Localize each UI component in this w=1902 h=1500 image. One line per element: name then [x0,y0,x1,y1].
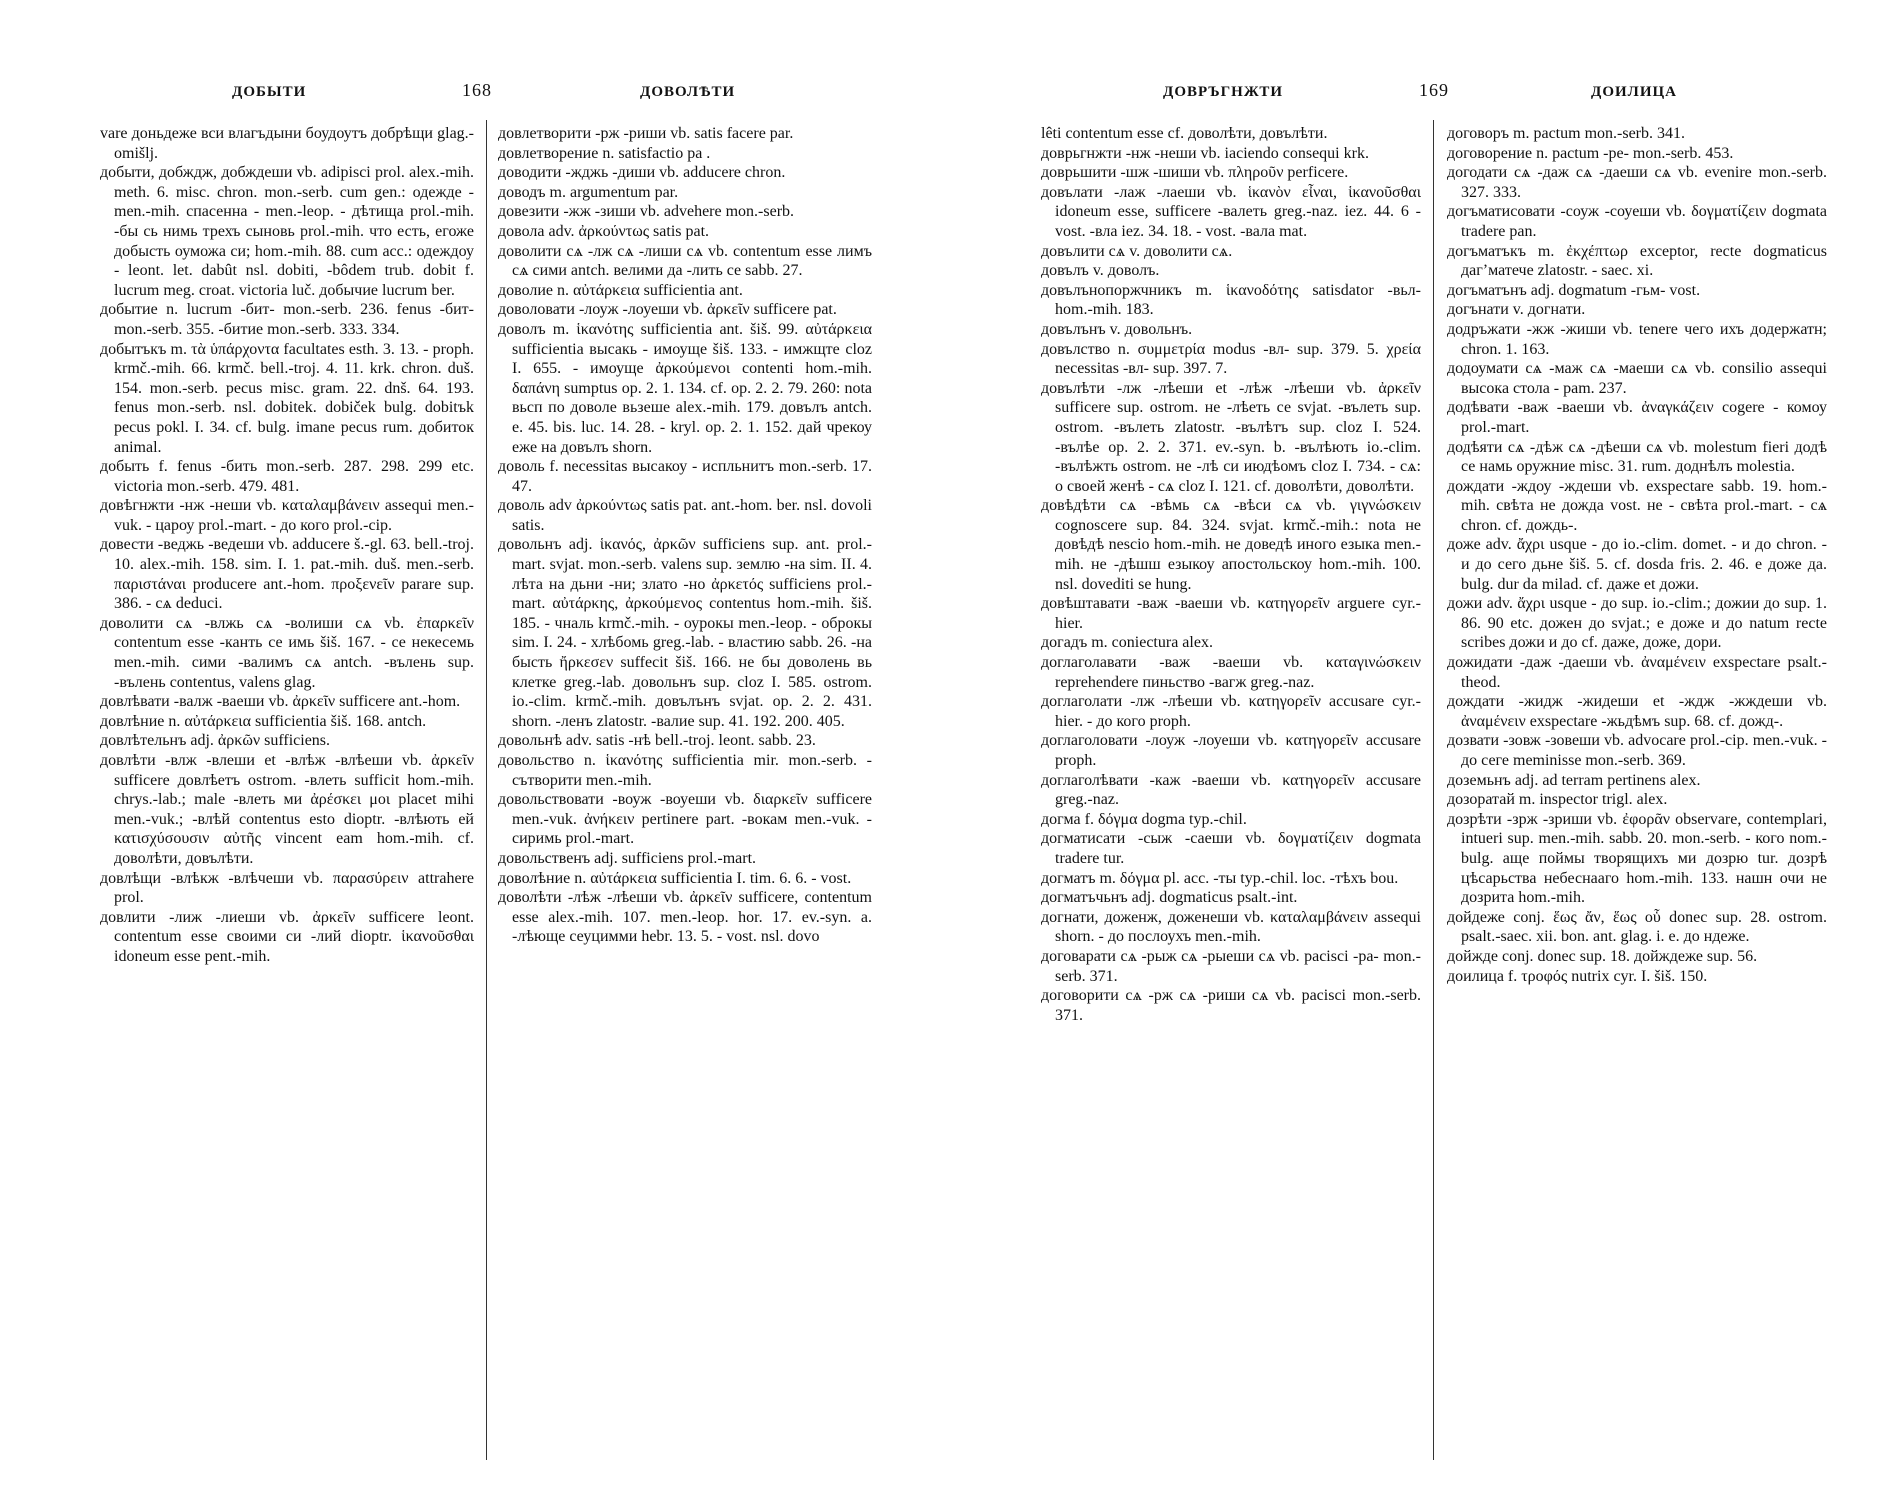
dictionary-entry: доглаголѣвати -каж -ваеши vb. κατηγορεῖν accusare greg.-naz. [1041,771,1421,809]
dictionary-entry: догматъчьнъ adj. dogmaticus psalt.-int. [1041,889,1298,907]
dictionary-entry: доземьнъ adj. ad terram pertinens alex. [1447,771,1701,789]
column-divider [486,120,487,1460]
dictionary-entry: lêti contentum esse cf. доволѣти, довълѣти. [1041,125,1328,142]
dictionary-entry: довольство n. ἱκανότης sufficientia mir. mon.-serb. - сътворити men.-mih. [498,752,872,789]
dictionary-entry: довѣгнжти -нж -нeши vb. καταλαμβάνειν assequi men.-vuk. - цароу prol.-mart. - до кого prol.-cip. [100,497,474,534]
dictionary-entry: доврьшити -шж -шиши vb. πληροῦν perficere. [1041,164,1349,182]
dictionary-entry: добытъкъ m. τὰ ὑπάρχοντα facultates esth. 3. 13. - proph. krmč.-mih. 66. krmč. bell.-troj. 4. 11. krk. chron. duš. 154. mon.-serb. pecus misc. gram. 22. dnš. 64. 193. fenus mon.-serb. nsl. dobitek. dobiček bulg. dobitъk pecus pokl. I. 34. cf. bulg. imane pecus rum. добиток animal. [100,340,474,456]
dictionary-entry: доволь f. necessitas высакоу - испльнитъ mon.-serb. 17. 47. [498,458,872,495]
dictionary-entry: догнати, доженж, доженеши vb. καταλαμβάνειν assequi shorn. - до послоухъ men.-mih. [1041,908,1421,946]
dictionary-entry: доглаголавати -важ -ваеши vb. καταγινώσκειν reprehendere пиньство -вагж greg.-naz. [1041,654,1421,691]
dictionary-entry: довлѣние n. αὐτάρκεια sufficientia šiš. 168. antch. [100,712,427,730]
dictionary-entry: довѣдѣти сѧ -вѣмь сѧ -вѣси сѧ vb. γιγνώσκειν cognoscere sup. 84. 324. svjat. krmč.-mih.: nota не довѣдѣ nescio hom.-mih. не доведѣ иного езыка men.-mih. не -дѣшш езыкоу апостольскоу hom.-mih. 100. nsl. dovediti se hung. [1041,497,1421,593]
dictionary-entry: договоръ m. pactum mon.-serb. 341. [1447,125,1685,142]
running-head-left: ДОБЫТИ [232,84,307,100]
dictionary-entry: доглаголати -лж -лѣеши vb. κατηγορεῖν accusare cyr.-hier. - до кого proph. [1041,693,1421,730]
dictionary-column [1041,124,1421,1479]
dictionary-entry: довлити -лиж -лиеши vb. ἀρκεῖν sufficere leont. contentum esse своими си -лий dioptr. ἱκανοῦσθαι idoneum esse pent.-mih. [100,908,474,965]
dictionary-entry: додръжати -жж -жиши vb. tenere чего ихъ додержатн; chron. 1. 163. [1447,320,1827,358]
dictionary-entry: дозвати -зовж -зовеши vb. advocare prol.-cip. men.-vuk. - до сеге meminisse mon.-serb. 369. [1447,732,1827,769]
dictionary-entry: доволѣние n. αὐτάρκεια sufficientia I. tim. 6. 6. - vost. [498,869,852,887]
dictionary-entry: дождати -ждоу -ждеши vb. exspectare sabb. 19. hom.-mih. свѣта не дожда vost. не - свѣта prol.-mart. - сѧ chron. cf. дождь-. [1447,477,1827,534]
dictionary-column [100,124,474,1479]
dictionary-entry: доже adv. ἄχρι usque - до io.-clim. domet. - и до chron. - и до сего дьне šiš. 5. cf. dosda fris. 2. 46. е доже да. bulg. dur da milad. cf. даже et дожи. [1447,536,1827,593]
dictionary-entry: довлѣщи -влѣкж -влѣчеши vb. παρασύρειν attrahere prol. [100,869,474,907]
dictionary-entry: добытие n. lucrum -бит- mon.-serb. 236. fenus -бит- mon.-serb. 355. -битие mon.-serb. 333. 334. [100,301,474,338]
dictionary-entry: довълати -лаж -лаеши vb. ἱκανὸν εἶναι, ἱκανοῦσθαι idoneum esse, sufficere -валеть greg.-naz. iez. 44. 6 - vost. -вла iez. 34. 18. - vost. -вала mat. [1041,183,1421,240]
dictionary-entry: доволити сѧ -влжь сѧ -волиши сѧ vb. ἐπαρκεῖν contentum esse -канть се имь šiš. 167. - се некесемь men.-mih. сими -валимъ сѧ antch. -вълень sup. -вълень contentus, valens glag. [100,614,474,691]
dictionary-entry: довольствовати -воуж -воуеши vb. διαρκεῖν sufficere men.-vuk. ἀνήκειν pertinere part. -вокам men.-vuk. - сиримь prol.-mart. [498,791,872,848]
dictionary-entry: довълънъ v. довольнъ. [1041,320,1193,338]
dictionary-entry: додѣвати -важ -ваеши vb. ἀναγκάζειν cogere - комоу prol.-mart. [1447,399,1827,436]
dictionary-entry: довести -веджь -ведеши vb. adducere š.-gl. 63. bell.-troj. 10. alex.-mih. 158. sim. I. 1. pat.-mih. duš. men.-serb. παριστάναι producere ant.-hom. προξενεῖν parare sup. 386. - сѧ deduci. [100,536,474,613]
dictionary-entry: дождати -жидж -жидеши et -ждж -жждеши vb. ἀναμένειν exspectare -жьдѣмъ sup. 68. cf. дожд-. [1447,693,1827,730]
dictionary-entry: доволѣти -лѣж -лѣеши vb. ἀρκεῖν sufficere, contentum esse alex.-mih. 107. men.-leop. hor. 17. ev.-syn. a. -лѣюще сеуцимми hebr. 13. 5. - vost. nsl. dovo [498,889,872,946]
dictionary-column [498,124,872,1479]
dictionary-entry: доволъ m. ἱκανότης sufficientia ant. šiš. 99. αὐτάρκεια sufficientia высакь - имоуще šiš. 133. - имжщте cloz I. 655. - имоуще ἀρκούμενοι contenti hom.-mih. δαπάνη sumptus op. 2. 1. 134. cf. op. 2. 2. 79. 260: nota вьсп по доволе вьзеше alex.-mih. 179. довълъ antch. e. 45. bis. luc. 14. 28. - kryl. op. 2. 1. 152. дай чрекоу еже на довълъ shorn. [498,320,872,456]
page-number: 168 [462,80,492,100]
dictionary-entry: доводъ m. argumentum par. [498,183,679,201]
dictionary-column [1447,124,1827,1479]
dictionary-entry: догма f. δόγμα dogma typ.-chil. [1041,810,1247,828]
dictionary-entry: доволь adv ἀρκούντως satis pat. ant.-hom. ber. nsl. dovoli satis. [498,497,872,534]
right-page [951,0,1902,1500]
dictionary-entry: доволити сѧ -лж сѧ -лиши сѧ vb. contentum esse лимъ сѧ сими antch. велими да -лить се sabb. 27. [498,242,872,280]
dictionary-entry: дозрѣти -зрж -зриши vb. ἐφορᾶν observare, contemplari, intueri sup. men.-mih. sabb. 20. mon.-serb. - кого nom.-bulg. аще поймы творящихъ ми дозрю tur. дозрѣ цѣсарьства небеснааго hom.-mih. 133. нашн очи не дозрита hom.-mih. [1447,810,1827,907]
dictionary-entry: доводити -жджь -диши vb. adducere chron. [498,164,786,182]
dictionary-entry: доволовати -лоуж -лоуеши vb. ἀρκεῖν sufficere pat. [498,301,837,319]
dictionary-entry: довлетворение n. satisfactio pa . [498,144,711,162]
dictionary-entry: догматисати -сыж -саеши vb. δογματίζειν dogmata tradere tur. [1041,830,1421,867]
dictionary-entry: дойдеже conj. ἕως ἄν, ἕως οὗ donec sup. 28. ostrom. psalt.-saec. xii. bon. ant. glag. i. e. до ндеже. [1447,908,1827,946]
dictionary-entry: добыти, добждж, добждеши vb. adipisci prol. alex.-mih. meth. 6. misc. chron. mon.-serb. cum gen.: одежде - men.-mih. спасенна - men.-leop. - дѣтища prol.-mih. -бы сь нимь трехъ сыновь prol.-mih. что есть, егоже добысть оуможа си; hom.-mih. 88. cum acc.: одеждоу - leont. let. dabût nsl. dobiti, -bôdem trub. dobit f. lucrum meg. croat. victoria luč. добычие lucrum ber. [100,164,474,299]
dictionary-entry: додоумати сѧ -маж сѧ -маеши сѧ vb. consilio assequi высока стола - pam. 237. [1447,360,1827,397]
column-divider [1433,120,1434,1460]
dictionary-entry: довольнъ adj. ἱκανός, ἀρκῶν sufficiens sup. ant. prol.-mart. svjat. mon.-serb. valens sup. землю -на sim. II. 4. лѣта на дьни -ни; злато -но ἀρκετός sufficiens prol.-mart. αὐτάρκης, ἀρκούμενος contentus hom.-mih. šiš. 185. - чналь krmč.-mih. - оурокы men.-leop. - оброкы sim. I. 24. - хлѣбомь greg.-lab. - властию sabb. 26. -на бысть ἤρκεσεν suffecit šiš. 166. не бы доволень вь клетке greg.-lab. довольнъ sup. cloz I. 585. ostrom. io.-clim. krmč.-mih. довълънъ svjat. op. 2. 2. 431. shorn. -ленъ zlatostr. -валие sup. 41. 192. 200. 405. [498,536,872,730]
dictionary-entry: добыть f. fenus -бить mon.-serb. 287. 298. 299 etc. victoria mon.-serb. 479. 481. [100,458,474,495]
dictionary-entry: довлѣвати -валж -ваеши vb. ἀρκεῖν sufficere ant.-hom. [100,693,461,711]
dictionary-entry: догънати v. догнати. [1447,301,1586,319]
dictionary-entry: додѣяти сѧ -дѣж сѧ -дѣеши сѧ vb. molestum fieri додѣ се намь оружние misc. 31. rum. доднѣлъ molestia. [1447,438,1827,476]
dictionary-entry: довола adv. ἀρκούντως satis pat. [498,222,710,240]
dictionary-entry: доглаголовати -лоуж -лоуеши vb. κατηγορεῖν accusare proph. [1041,732,1421,769]
running-head-right: ДОИЛИЦА [1591,84,1677,100]
dictionary-entry: доволие n. αὐτάρκεια sufficientia ant. [498,281,743,299]
dictionary-entry: догматъ m. δόγμα pl. acc. -ты typ.-chil. loc. -тѣхъ bou. [1041,869,1399,887]
dictionary-entry: догъматънъ adj. dogmatum -гьм- vost. [1447,281,1701,299]
dictionary-entry: довълѣти -лж -лѣеши et -лѣж -лѣеши vb. ἀρκεῖν sufficere sup. ostrom. не -лѣеть се svjat. -вълеть sup. ostrom. -вълеть zlatostr. -вълѣтъ sup. cloz I. 524. -вълѣе op. 2. 2. 371. ev.-syn. b. -вълѣють io.-clim. -вълѣжть ostrom. не -лѣ си июдѣомъ cloz I. 734. - сѧ: о своей женѣ - сѧ cloz I. 121. cf. доволѣти, доволѣти. [1041,379,1421,495]
dictionary-entry: догодати сѧ -даж сѧ -даеши сѧ vb. evenire mon.-serb. 327. 333. [1447,164,1827,201]
dictionary-entry: довольнѣ adv. satis -нѣ bell.-troj. leont. sabb. 23. [498,732,816,750]
dictionary-entry: довольственъ adj. sufficiens prol.-mart. [498,849,757,867]
running-head-right: ДОВОЛѢТИ [640,84,736,100]
running-head-left: ДОВРЪГНЖТИ [1163,84,1284,100]
dictionary-entry: догъматисовати -соуж -соуеши vb. δογματίζειν dogmata tradere pan. [1447,203,1827,240]
dictionary-entry: договорение n. pactum -ре- mon.-serb. 453. [1447,144,1734,162]
dictionary-entry: довезити -жж -зиши vb. advehere mon.-serb. [498,203,795,221]
dictionary-entry: дойжде conj. donec sup. 18. дойждеже sup. 56. [1447,947,1758,965]
dictionary-entry: дозоратай m. inspector trigl. alex. [1447,791,1668,809]
dictionary-entry: доилица f. τροφός nutrix cyr. I. šiš. 150. [1447,967,1708,985]
dictionary-entry: догадъ m. coniectura alex. [1041,634,1213,652]
dictionary-entry: довлѣтельнъ adj. ἀρκῶν sufficiens. [100,732,331,750]
dictionary-entry: догъматъкъ m. ἐκχέπτωρ exceptor, recte dogmaticus дагʼматече zlatostr. - saec. xi. [1447,242,1827,280]
dictionary-entry: дожидати -даж -даеши vb. ἀναμένειν exspectare psalt.-theod. [1447,654,1827,691]
dictionary-entry: довѣштавати -важ -ваеши vb. κατηγορεῖν arguere cyr.-hier. [1041,595,1421,632]
dictionary-entry: довълъ v. доволъ. [1041,262,1160,280]
dictionary-entry: договарати сѧ -рыж сѧ -рыеши сѧ vb. pacisci -ра- mon.-serb. 371. [1041,947,1421,985]
dictionary-entry: довлетворити -рж -риши vb. satis facere par. [498,125,794,142]
dictionary-entry: vare доньдеже вси влагъдыни боудоутъ добрѣщи glag.-omišlj. [100,125,474,162]
dictionary-entry: договорити сѧ -рж сѧ -риши сѧ vb. pacisci mon.-serb. 371. [1041,987,1421,1024]
dictionary-entry: довлѣти -влж -влеши et -влѣж -влѣеши vb. ἀρκεῖν sufficere довлѣетъ ostrom. -влеть sufficit hom.-mih. chrys.-lab.; male -влеть ми ἀρέσκει μοι placet mihi men.-vuk.; -влѣй contentus esto dioptr. -влѣють ей κατισχύσουσιν αὐτῆς vincent eam hom.-mih. cf. доволѣти, довълѣти. [100,752,474,867]
dictionary-entry: довълити сѧ v. доволити сѧ. [1041,242,1233,260]
dictionary-entry: довълство n. συμμετρία modus -вл- sup. 379. 5. χρεία necessitas -вл- sup. 397. 7. [1041,340,1421,378]
dictionary-entry: довълънопоржчникъ m. ἱκανοδότης satisdator -вьл- hom.-mih. 183. [1041,281,1421,319]
page-number: 169 [1419,80,1449,100]
dictionary-entry: доврьгнжти -нж -неши vb. iaciendo consequi krk. [1041,144,1369,162]
dictionary-entry: дожи adv. ἄχρι usque - до sup. io.-clim.; дожии до sup. 1. 86. 90 etc. дожен до svjat.; е доже и до natum recte scribes дожи и до cf. даже, доже, дори. [1447,595,1827,652]
